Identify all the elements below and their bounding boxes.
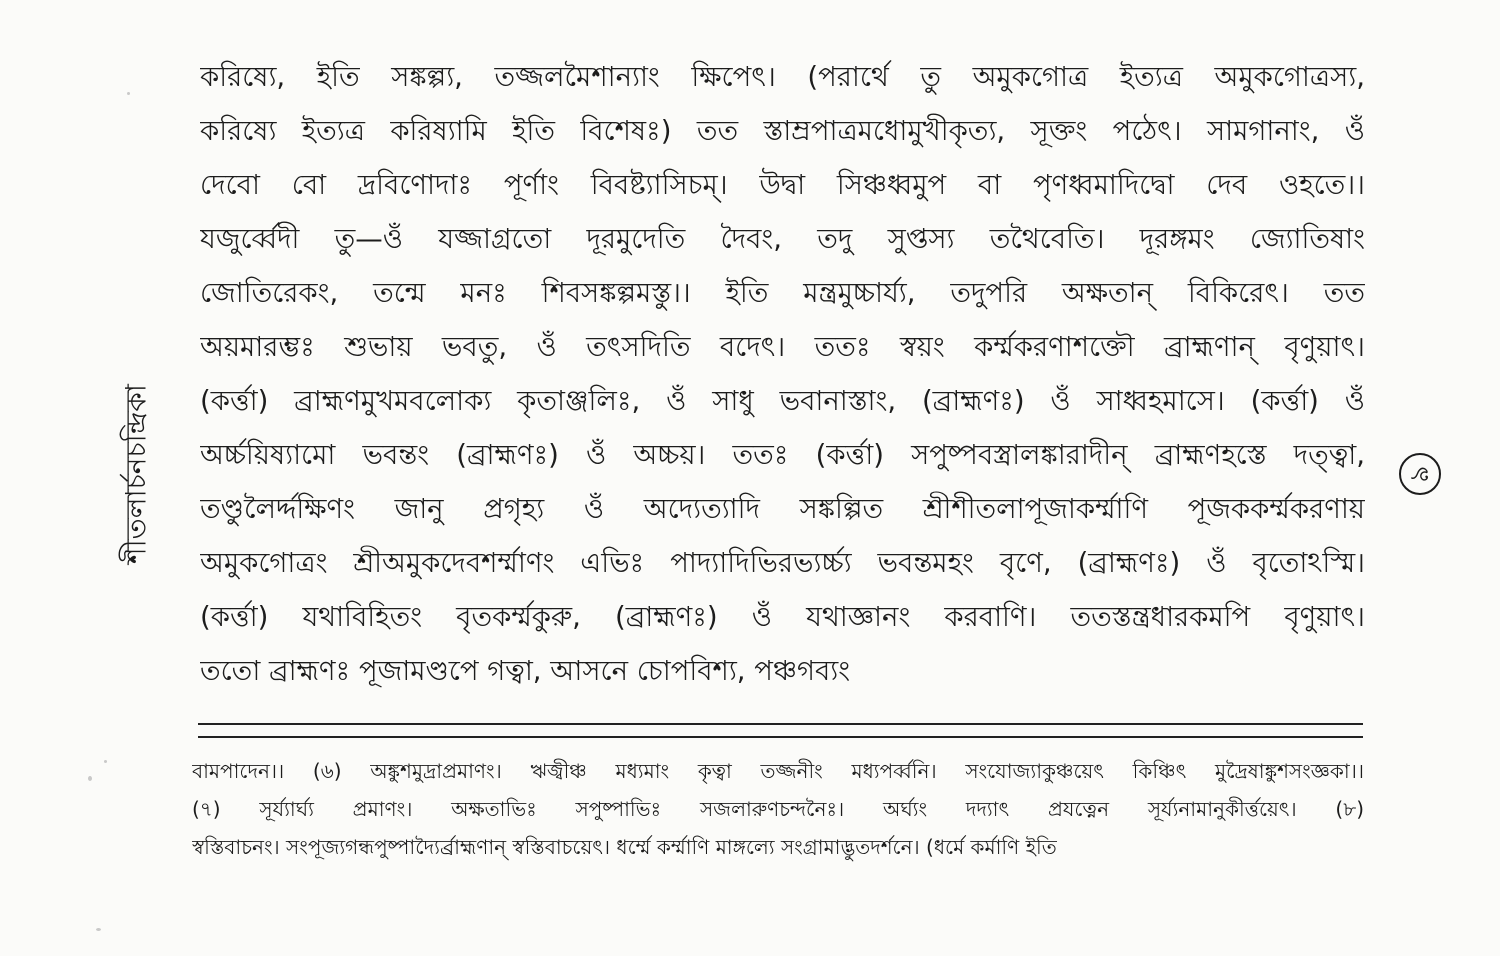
footnote-line: বামপাদেন।। (৬) অঙ্কুশমুদ্রাপ্রমাণং। ঋজ্বীঞ্চ মধ্যমাং কৃত্বা তজ্জনীং মধ্যপৰ্ব্বনি। সংযোজ্যাকুঞ্চয়েৎ কিঞ্চিৎ মুদ্রৈষাঙ্কুশসংজ্ঞকা।। (192, 759, 1364, 783)
main-line: অয়মারম্ভঃ শুভায় ভবতু, ওঁ তৎসদিতি বদেৎ। ততঃ স্বয়ং কর্ম্মকরণাশক্তৌ ব্রাহ্মণান্ বৃণুয়াৎ। (200, 331, 1365, 363)
footnote-divider-bottom (198, 736, 1363, 738)
paper-speck (127, 92, 130, 95)
paper-speck (104, 760, 107, 763)
paper-speck (88, 776, 92, 781)
footnote-divider-top (198, 723, 1363, 725)
main-line: অর্চ্চয়িষ্যামো ভবন্তং (ব্রাহ্মণঃ) ওঁ অচ্চয়। ততঃ (কর্ত্তা) সপুষ্পবস্ত্রালঙ্কারাদীন্ ব্রাহ্মণহস্তে দত্ত্বা, (200, 439, 1365, 471)
footnote-line: (৭) সূর্য্যার্ঘ্য প্রমাণং। অক্ষতাভিঃ সপুষ্পাভিঃ সজলারুণচন্দনৈঃ। অর্ঘ্যং দদ্যাৎ প্রযত্নেন সূর্য্যনামানুকীর্ত্তয়েৎ। (৮) (192, 797, 1364, 821)
running-header: শীতলাৰ্চনচন্দ্ৰিকা (119, 384, 153, 564)
main-line: যজুর্ব্বেদী তু—ওঁ যজ্জাগ্রতো দূরমুদেতি দৈবং, তদু সুপ্তস্য তথৈবেতি। দূরঙ্গমং জ্যোতিষাং (200, 223, 1365, 255)
main-line: করিষ্যে ইত্যত্র করিষ্যামি ইতি বিশেষঃ) তত স্তাম্রপাত্রমধোমুখীকৃত্য, সূক্তং পঠেৎ। সামগানাং, ওঁ (200, 115, 1365, 147)
main-line: (কর্ত্তা) ব্রাহ্মণমুখমবলোক্য কৃতাঞ্জলিঃ, ওঁ সাধু ভবানাস্তাং, (ব্রাহ্মণঃ) ওঁ সাধ্বহমাসে। (কর্ত্তা) ওঁ (200, 385, 1365, 417)
footnote-line: স্বস্তিবাচনং। সংপূজ্যগন্ধপুষ্পাদ্যৈর্ব্রাহ্মণান্ স্বস্তিবাচয়েৎ। ধর্ম্মে কর্ম্মাণি মাঙ্গল্যে সংগ্রামাদ্ভুতদর্শনে। (ধর্মে কর্মাণি ইতি (192, 835, 1057, 859)
main-line: জোতিরেকং, তন্মে মনঃ শিবসঙ্কল্পমস্তু।। ইতি মন্ত্রমুচ্চার্য্য, তদুপরি অক্ষতান্ বিকিরেৎ। তত (200, 277, 1365, 309)
main-line: দেবো বো দ্রবিণোদাঃ পূর্ণাং বিবষ্ট্যাসিচম্। উদ্বা সিঞ্চধ্বমুপ বা পৃণধ্বমাদিদ্বো দেব ওহতে।। (200, 169, 1365, 201)
paper-speck (96, 928, 101, 931)
main-line: ততো ব্রাহ্মণঃ পূজামণ্ডপে গত্বা, আসনে চোপবিশ্য, পঞ্চগব্যং (200, 655, 851, 687)
footnotes (192, 752, 1364, 866)
main-line: করিষ্যে, ইতি সঙ্কল্প্য, তজ্জলমৈশান্যাং ক্ষিপেৎ। (পরার্থে তু অমুকগোত্র ইত্যত্র অমুকগোত্রস্য, (200, 61, 1365, 93)
main-line: (কর্ত্তা) যথাবিহিতং বৃতকর্ম্মকুরু, (ব্রাহ্মণঃ) ওঁ যথাজ্ঞানং করবাণি। ততস্তন্ত্রধারকমপি বৃণুয়াৎ। (200, 601, 1365, 633)
main-line: তণ্ডুলৈর্দ্দক্ষিণং জানু প্রগৃহ্য ওঁ অদ্যেত্যাদি সঙ্কল্পিত শ্রীশীতলাপূজাকর্ম্মাণি পূজককর্ম্মকরণায় (200, 493, 1365, 525)
main-text (200, 50, 1365, 698)
page-number: ৯ (1399, 453, 1441, 495)
main-line: অমুকগোত্রং শ্রীঅমুকদেবশর্ম্মাণং এভিঃ পাদ্যাদিভিরভ্যর্চ্চ্য ভবন্তমহং বৃণে, (ব্রাহ্মণঃ) ওঁ বৃতোঽস্মি। (200, 547, 1365, 579)
